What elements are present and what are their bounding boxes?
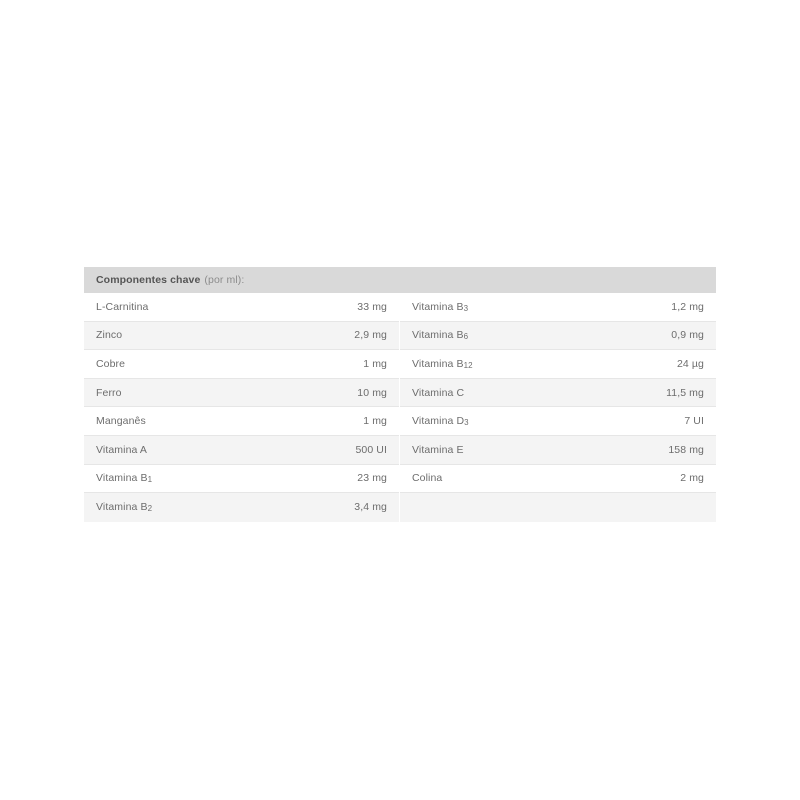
component-name: Cobre <box>84 350 259 379</box>
component-value: 10 mg <box>259 379 399 408</box>
component-value: 1,2 mg <box>575 293 716 322</box>
component-value: 1 mg <box>259 407 399 436</box>
table-column-right <box>400 293 716 522</box>
table-row <box>84 350 399 379</box>
component-name: Manganês <box>84 407 259 436</box>
component-value <box>575 493 716 522</box>
table-row <box>400 293 716 322</box>
table-header <box>84 267 716 293</box>
table-row <box>84 407 399 436</box>
table-body <box>84 293 716 522</box>
component-name: Vitamina E <box>400 436 575 465</box>
component-name: Vitamina B $_2$ <box>96 500 153 513</box>
component-name: Vitamina B $_3$ <box>400 293 575 322</box>
table-row <box>84 379 399 408</box>
component-value: 23 mg <box>259 465 399 494</box>
component-value: 11,5 mg <box>575 379 716 408</box>
table-row-empty <box>400 493 716 522</box>
table-row <box>400 350 716 379</box>
table-row <box>400 407 716 436</box>
table-row <box>84 465 399 494</box>
component-name: Vitamina B $_6$ <box>400 322 575 351</box>
component-value: 24 µg <box>575 350 716 379</box>
component-name: Vitamina C <box>400 379 575 408</box>
component-value: 500 UI <box>259 436 399 465</box>
component-value: 3,4 mg <box>354 500 387 513</box>
component-value: 0,9 mg <box>575 322 716 351</box>
component-name: Vitamina D $_3$ <box>400 407 575 436</box>
component-name: Zinco <box>84 322 259 351</box>
table-row <box>400 322 716 351</box>
component-value: 158 mg <box>575 436 716 465</box>
table-row <box>84 493 399 522</box>
component-name: Ferro <box>84 379 259 408</box>
component-value: 33 mg <box>259 293 399 322</box>
component-name: Vitamina B $_1$ <box>84 465 259 494</box>
table-row <box>400 465 716 494</box>
key-components-table <box>84 267 716 522</box>
component-value: 2 mg <box>575 465 716 494</box>
component-value: 1 mg <box>259 350 399 379</box>
table-header-title: Componentes chave <box>96 274 201 286</box>
table-row <box>400 436 716 465</box>
table-header-subtitle: (por ml): <box>204 274 245 286</box>
component-name: Vitamina B $_{12}$ <box>400 350 575 379</box>
table-row <box>84 293 399 322</box>
table-row <box>84 436 399 465</box>
component-name <box>400 493 575 522</box>
component-value: 7 UI <box>575 407 716 436</box>
component-name: Colina <box>400 465 575 494</box>
component-name: L-Carnitina <box>84 293 259 322</box>
table-row <box>84 322 399 351</box>
component-value: 2,9 mg <box>259 322 399 351</box>
table-row <box>400 379 716 408</box>
table-column-left <box>84 293 400 522</box>
component-name: Vitamina A <box>84 436 259 465</box>
